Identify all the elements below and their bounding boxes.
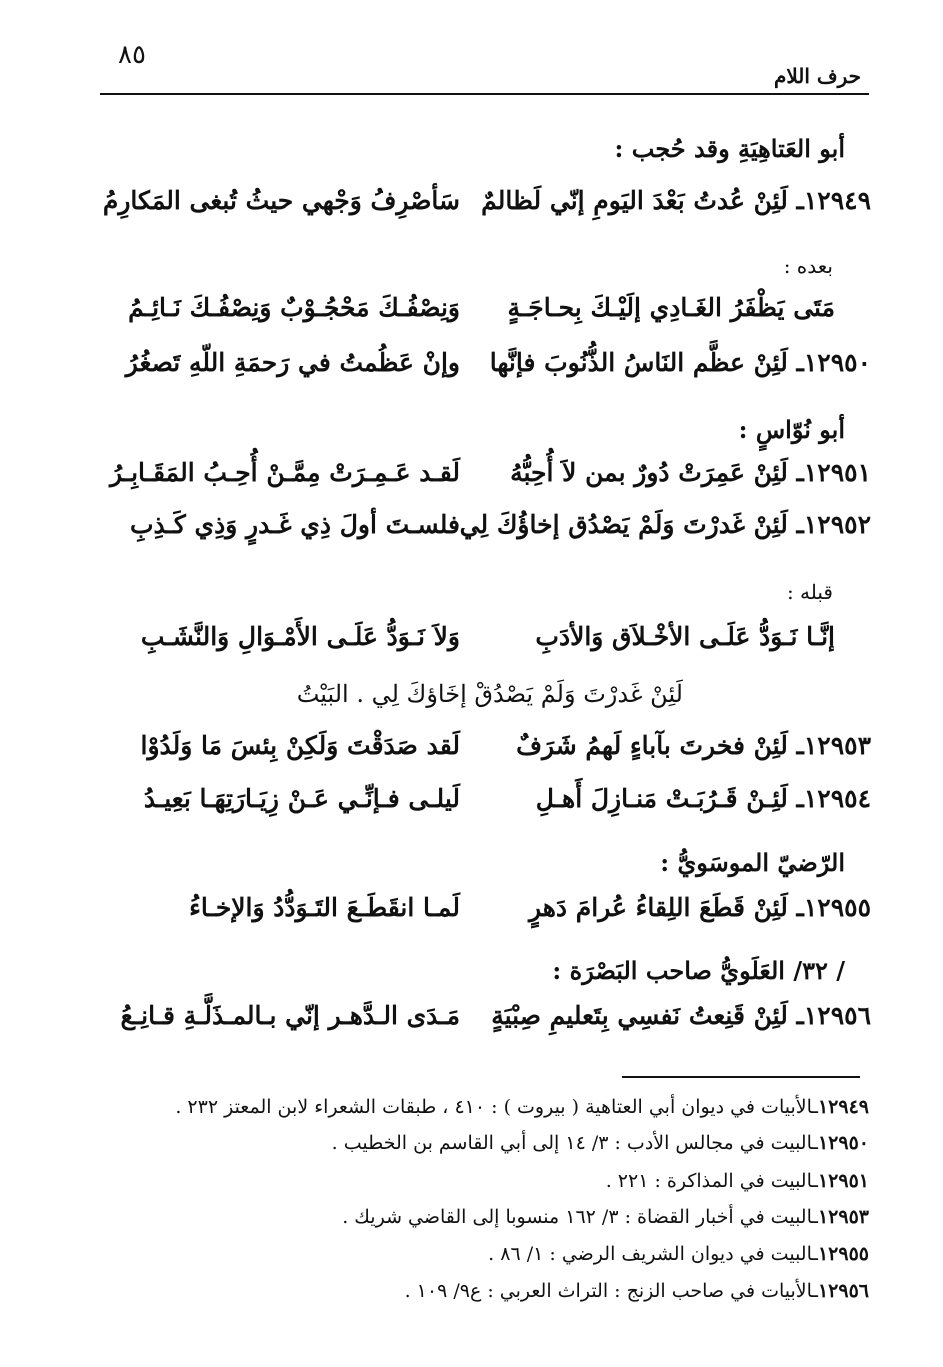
verse-number: ١٢٩٥٢ <box>803 510 871 539</box>
footnote-text: الأبيات في صاحب الزنج : التراث العربي : ع٩/ ١٠٩ . <box>404 1280 813 1302</box>
verse-number: ١٢٩٥١ <box>803 458 871 487</box>
verse-first-text: لَئِنْ قَنِعتُ نَفسِي بِتَعليمِ صِبْيَةٍ <box>491 1001 788 1030</box>
verse-first-hemistich <box>481 186 871 215</box>
verse-first-hemistich <box>491 1001 871 1030</box>
verse-first-text: لَئِنْ عَمِرَتْ دُورٌ بمن لاَ أُحِبُّهُ <box>510 458 788 487</box>
footnote <box>342 1206 869 1228</box>
footnote-text: البيت في أخبار القضاة : ٣/ ١٦٢ منسوبا إلى القاضي شريك . <box>342 1206 813 1228</box>
footnote-dash: ـ <box>812 1243 818 1265</box>
verse-second-hemistich: وإنْ عَظُمتُ في رَحمَةِ اللّهِ تَصغُرُ <box>125 348 460 377</box>
verse-12952 <box>120 510 871 554</box>
footnote-number: ١٢٩٥٣ <box>817 1206 869 1228</box>
poet-heading: أبو نُوّاسٍ : <box>738 415 845 444</box>
verse-first-hemistich: إنَّـا نَـوَدُّ عَلَـى الأخْـلاَق وَالأدَبِ <box>535 622 835 651</box>
footnote-dash: ـ <box>812 1206 818 1228</box>
footnote <box>175 1096 869 1118</box>
verse-dash: ـ <box>787 510 804 539</box>
verse-unnumbered <box>120 622 871 666</box>
footnote-text: الأبيات في ديوان أبي العتاهية ( بيروت ) : ٤١٠ ، طبقات الشعراء لابن المعتز ٢٣٢ . <box>175 1096 813 1118</box>
verse-second-hemistich: لَيلـى فـإنِّـي عَـنْ زِيَـارَتِهَـا بَعِيـدُ <box>143 784 460 813</box>
verse-dash: ـ <box>787 893 804 922</box>
verse-second-hemistich: لَمـا انقَطَـعَ التَـوَدُّدُ وَالإخـاءُ <box>189 893 460 922</box>
verse-dash: ـ <box>787 784 804 813</box>
verse-12955 <box>120 893 871 937</box>
footnote-text: البيت في المذاكرة : ٢٢١ . <box>605 1170 813 1192</box>
verse-unnumbered <box>120 293 871 337</box>
verse-first-text: لَئِنْ غَدرْتَ وَلَمْ يَصْدُق إخاؤُكَ لِي <box>459 510 788 539</box>
verse-second-hemistich: لَقـد عَـمِـرَتْ مِمَّـنْ أُحِـبُ المَقَـابِـرُ <box>109 458 460 487</box>
verse-first-text: لَئِنْ فخرتَ بآباءٍ لَهمُ شَرَفٌ <box>516 731 788 760</box>
verse-first-text: لَئِنْ عظَّم النَاسُ الذُّنُوبَ فإنَّها <box>489 348 788 377</box>
verse-dash: ـ <box>787 348 804 377</box>
verse-12956 <box>120 1001 871 1045</box>
running-head: حرف اللام <box>773 64 861 88</box>
verse-first-hemistich <box>489 348 871 377</box>
verse-dash: ـ <box>787 458 804 487</box>
verse-number: ١٢٩٥٦ <box>803 1001 871 1030</box>
footnote-text: البيت في مجالس الأدب : ٣/ ١٤ إلى أبي القاسم بن الخطيب . <box>331 1132 813 1154</box>
context-label: بعده : <box>783 254 833 278</box>
verse-12953 <box>120 731 871 775</box>
poet-heading: الرّضيّ الموسَويُّ : <box>660 848 845 877</box>
verse-second-hemistich: مَـدَى الـدَّهـر إنّي بـالمـذَلَّـةِ قـانِـعُ <box>120 1001 460 1030</box>
verse-dash: ـ <box>787 731 804 760</box>
verse-second-hemistich: فلسـتَ أولَ ذِي غَـدرٍ وَذِي كَـذِبِ <box>129 510 460 539</box>
verse-number: ١٢٩٥٤ <box>803 784 871 813</box>
footnote-number: ١٢٩٤٩ <box>817 1096 869 1118</box>
footnote-text: البيت في ديوان الشريف الرضي : ١/ ٨٦ . <box>488 1243 813 1265</box>
footnote-rule <box>622 1076 860 1078</box>
verse-12950 <box>120 348 871 392</box>
verse-second-hemistich: وَنِصْفُـكَ مَحْجُـوْبٌ وَنِصْفُـكَ نَـائِـمُ <box>128 293 460 322</box>
verse-12949 <box>102 186 871 230</box>
footnote-number: ١٢٩٥٠ <box>817 1132 869 1154</box>
verse-first-hemistich <box>496 784 871 813</box>
footnote <box>488 1243 869 1265</box>
verse-number: ١٢٩٥٠ <box>803 348 871 377</box>
poet-heading: / ٣٢/ العَلَويُّ صاحب البَصْرَة : <box>552 956 845 985</box>
verse-number: ١٢٩٥٥ <box>803 893 871 922</box>
verse-second-hemistich: لَقد صَدَقْتَ وَلَكِنْ بِئسَ مَا وَلَدُوْا <box>140 731 460 760</box>
header-rule <box>100 93 869 95</box>
verse-first-text: لَئِـنْ قَـرُبَـتْ مَنـازِلَ أَهـلِ <box>535 784 788 813</box>
verse-first-text: لَئِنْ قَطَعَ اللِقاءُ عُرامَ دَهرٍ <box>528 893 788 922</box>
verse-first-hemistich <box>496 893 871 922</box>
verse-second-hemistich: وَلاَ نَـوَدُّ عَلَـى الأَمْـوَالِ وَالنَّشَـبِ <box>140 622 460 651</box>
footnote <box>332 1132 869 1154</box>
footnote-dash: ـ <box>812 1280 818 1302</box>
footnote <box>606 1170 869 1192</box>
footnote-dash: ـ <box>812 1132 818 1154</box>
verse-first-hemistich <box>496 458 871 487</box>
verse-first-text: لَئِنْ عُدتُ بَعْدَ اليَومِ إنّي لَظالمٌ <box>481 186 788 215</box>
verse-number: ١٢٩٥٣ <box>803 731 871 760</box>
footnote-number: ١٢٩٥٥ <box>817 1243 869 1265</box>
verse-number: ١٢٩٤٩ <box>803 186 871 215</box>
poet-heading: أبو العَتاهِيَةِ وقد حُجب : <box>614 134 845 163</box>
footnote-dash: ـ <box>812 1170 818 1192</box>
footnote <box>405 1280 869 1302</box>
verse-12951 <box>109 458 871 502</box>
verse-second-hemistich: سَأصْرِفُ وَجْهي حيثُ تُبغى المَكارِمُ <box>102 186 460 215</box>
verse-first-hemistich: مَتَى يَظْفَرُ الغَـادِي إلَيْـكَ بِحـاجَـةٍ <box>507 293 835 322</box>
footnote-dash: ـ <box>812 1096 818 1118</box>
quoted-verse: لَئِنْ غَدرْتَ وَلَمْ يَصْدُقْ إخَاؤكَ لِي . البَيْتُ <box>296 680 683 708</box>
verse-dash: ـ <box>787 186 804 215</box>
page-number: ٨٥ <box>118 40 146 70</box>
verse-first-hemistich <box>496 731 871 760</box>
verse-first-hemistich <box>459 510 871 539</box>
verse-dash: ـ <box>787 1001 804 1030</box>
verse-12954 <box>120 784 871 828</box>
footnote-number: ١٢٩٥٦ <box>817 1280 869 1302</box>
footnote-number: ١٢٩٥١ <box>817 1170 869 1192</box>
context-label: قبله : <box>786 580 833 604</box>
